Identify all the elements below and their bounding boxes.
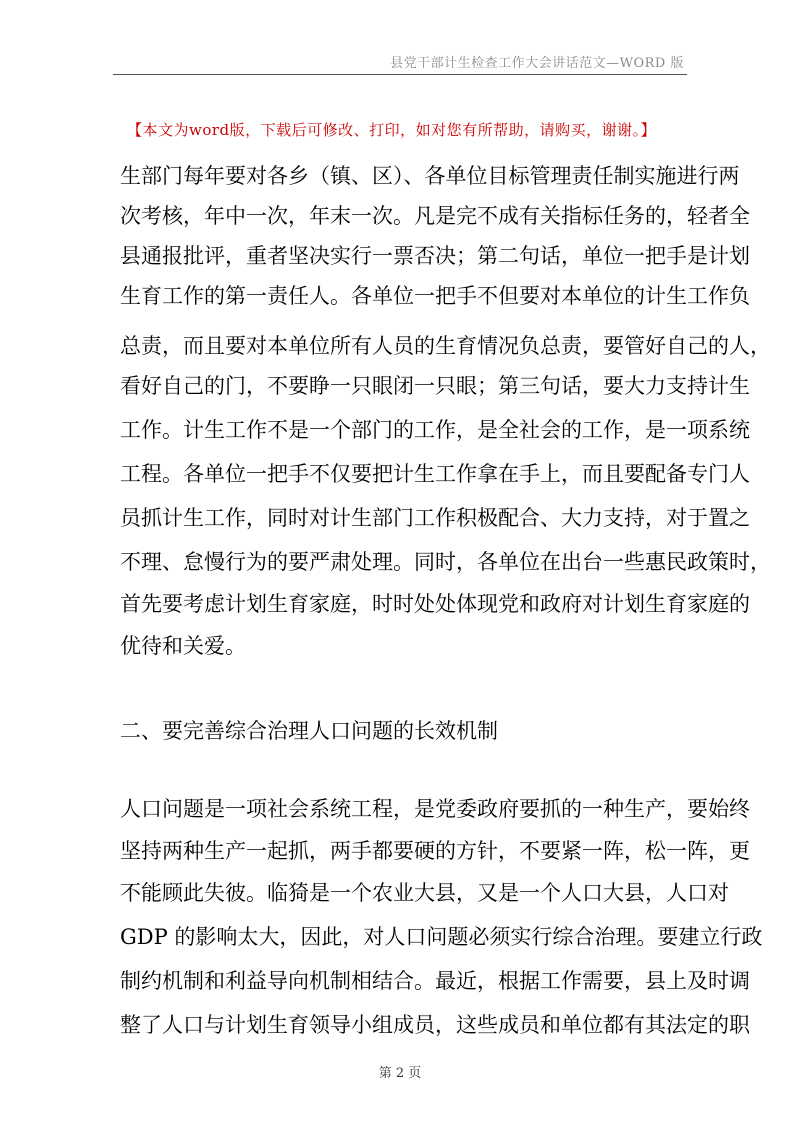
paragraph-line: 看好自己的门，不要睁一只眼闭一只眼；第三句话，要大力支持计生 [120, 374, 750, 398]
paragraph-line: 生部门每年要对各乡（镇、区）、各单位目标管理责任制实施进行两 [120, 164, 740, 188]
section-heading: 二、要完善综合治理人口问题的长效机制 [120, 719, 498, 743]
paragraph-line: 不理、怠慢行为的要严肃处理。同时，各单位在出台一些惠民政策时， [120, 550, 771, 574]
paragraph-line: 制约机制和利益导向机制相结合。最近，根据工作需要，县上及时调 [120, 969, 750, 993]
paragraph-line: GDP 的影响太大，因此，对人口问题必须实行综合治理。要建立行政 [120, 925, 763, 949]
paragraph-line: 人口问题是一项社会系统工程，是党委政府要抓的一种生产，要始终 [120, 797, 750, 821]
paragraph-line: 整了人口与计划生育领导小组成员，这些成员和单位都有其法定的职 [120, 1013, 750, 1037]
header-divider [113, 74, 687, 75]
paragraph-line: 生育工作的第一责任人。各单位一把手不但要对本单位的计生工作负 [120, 284, 750, 308]
document-header-title: 县党干部计生检查工作大会讲话范文—WORD 版 [390, 56, 684, 71]
paragraph-line: 次考核，年中一次，年末一次。凡是完不成有关指标任务的，轻者全 [120, 204, 750, 228]
paragraph-line: 坚持两种生产一起抓，两手都要硬的方针，不要紧一阵，松一阵，更 [120, 839, 750, 863]
paragraph-line: 优待和关爱。 [120, 634, 246, 658]
paragraph-line: 工作。计生工作不是一个部门的工作，是全社会的工作，是一项系统 [120, 418, 750, 442]
page-number: 第 2 页 [378, 1066, 422, 1081]
paragraph-line: 首先要考虑计划生育家庭，时时处处体现党和政府对计划生育家庭的 [120, 592, 750, 616]
download-notice: 【本文为word版，下载后可修改、打印，如对您有所帮助，请购买，谢谢。】 [127, 121, 657, 139]
paragraph-line: 总责，而且要对本单位所有人员的生育情况负总责，要管好自己的人， [120, 334, 771, 358]
paragraph-line: 不能顾此失彼。临猗是一个农业大县，又是一个人口大县，人口对 [120, 881, 729, 905]
paragraph-line: 工程。各单位一把手不仅要把计生工作拿在手上，而且要配备专门人 [120, 462, 750, 486]
paragraph-line: 县通报批评，重者坚决实行一票否决；第二句话，单位一把手是计划 [120, 244, 750, 268]
paragraph-line: 员抓计生工作，同时对计生部门工作积极配合、大力支持，对于置之 [120, 506, 750, 530]
